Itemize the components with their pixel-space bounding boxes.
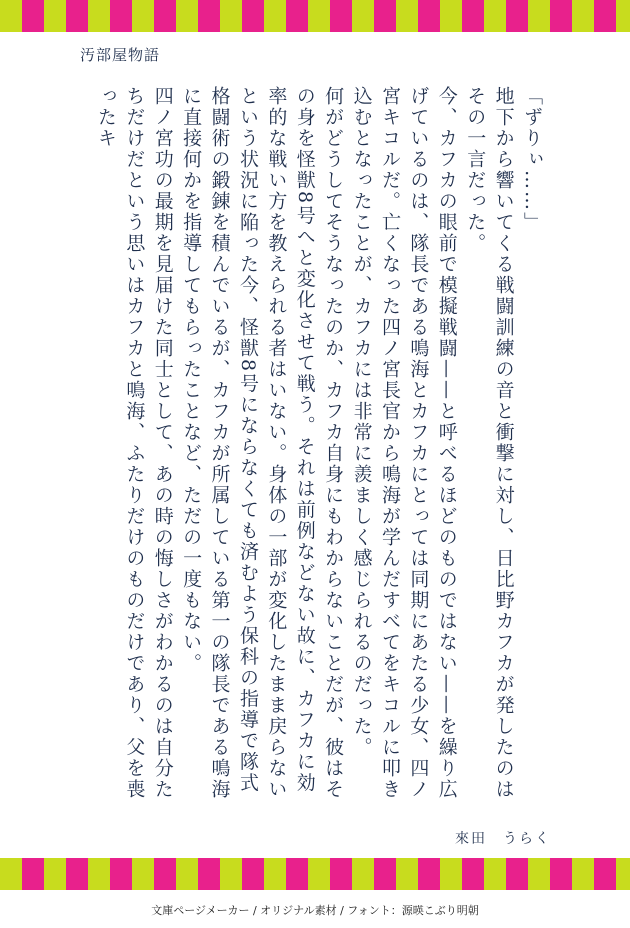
paragraph: 四ノ宮功の最期を見届けた同士として、あの時の悔しさがわかるのは自分たちだけだという思いはカフカと鳴海、ふたりだけのものだけであり、父を喪ったキ [94, 86, 174, 800]
bottom-stripe-border [0, 858, 630, 890]
author-name: 來田 うらく [455, 831, 551, 847]
paragraph: 今、カフカの眼前で模擬戦闘——と呼べるほどのものではない——を繰り広げているのは、隊長である鳴海とカフカにとっては同期にあたる少女、四ノ宮キコルだ。亡くなった四ノ宮長官から鳴海が学んだすべてをキコルに叩き込むとなったことが、カフカには非常に羨ましく感じられるのだった。 [350, 86, 458, 800]
paragraph: 「ずりぃ……」 [521, 86, 543, 233]
book-title: 汚部屋物語 [80, 46, 161, 64]
footer-credit: 文庫ページメーカー / オリジナル素材 / フォント：源暎こぶり明朝 [151, 904, 479, 917]
top-stripe-border [0, 0, 630, 32]
paragraph: 何がどうしてそうなったのか、カフカ自身にもわからないことだが、彼はその身を怪獣8号へと変化させて戦う。それは前例などない故に、カフカに効率的な戦い方を教えられる者はいない。身体の一部が変化したまま戻らないという状況に陥った今、怪獣8号にならなくても済むよう保科の指導で隊式格闘術の鍛錬を積んでいるが、カフカが所属している第一の隊長である鳴海に直接何かを指導してもらったことなど、ただの一度もない。 [180, 86, 345, 800]
vertical-body-text [92, 86, 547, 806]
paragraph: 地下から響いてくる戦闘訓練の音と衝撃に対し、日比野カフカが発したのはその一言だった。 [464, 86, 515, 800]
